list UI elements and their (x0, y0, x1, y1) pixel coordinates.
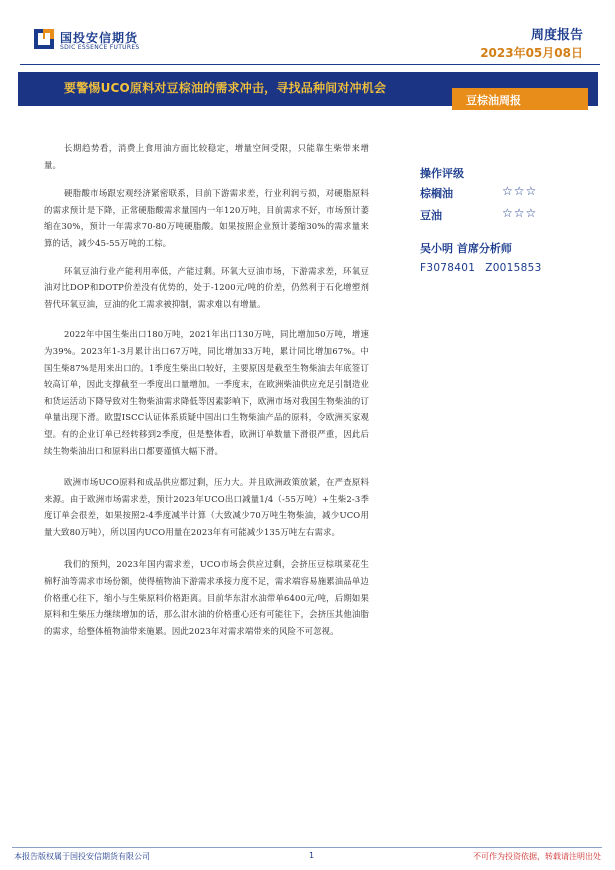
body-paragraph: 环氧豆油行业产能利用率低，产能过剩。环氧大豆油市场，下游需求差，环氧豆油对比DOP和DOTP价差没有优势的，处于-1200元/吨的价差，仍然利于石化增塑剂替代环氧豆油，豆油的化工需求被抑制，需求难以有增量。 (44, 265, 369, 309)
rating-heading: 操作评级 (420, 167, 464, 180)
star-rating-icon: ☆☆☆ (502, 206, 538, 220)
body-paragraph: 我们的预判，2023年国内需求差，UCO市场会供应过剩，会挤压豆棕琪菜花生棉籽油等需求市场份额，使得植物油下游需求承接力度不足，需求端容易施累油品单边价格重心往下，缩小与生柴原料价格距离。目前华东泔水油带单6400元/吨，后期如果原料和生柴压力继续增加的话，那么泔水油的价格重心还有可能往下，会挤压其他油脂的需求，给整体植物油带来施累。因此2023年对需求端带来的风险不可忽视。 (44, 559, 369, 636)
company-name-en: SDIC ESSENCE FUTURES (60, 44, 140, 51)
disclaimer-notice: 不可作为投资依据，转载请注明出处 (473, 852, 601, 861)
report-type-label: 周度报告 (530, 28, 583, 43)
company-name-cn: 国投安信期货 (60, 31, 139, 45)
company-logo-icon (34, 29, 54, 49)
star-rating-icon: ☆☆☆ (502, 184, 538, 198)
rating-label: 豆油 (420, 209, 442, 222)
footer-divider (12, 847, 602, 848)
rating-row-palm-oil (420, 185, 550, 201)
analyst-name: 吴小明 首席分析师 (420, 242, 512, 255)
body-paragraph: 欧洲市场UCO原料和成品供应都过剩，压力大。并且欧洲政策放紧，在严查原料来源。由于欧洲市场需求差，预计2023年UCO出口减量1/4（-55万吨）+生柴2-3季度订单会很差，如果按照2-4季度减半计算（大致减少70万吨生物柴油，减少UCO用量大致80万吨），所以国内UCO用量在2023年有可能减少135万吨左右需求。 (44, 477, 369, 537)
header-divider (20, 64, 600, 65)
body-paragraph: 2022年中国生柴出口180万吨，2021年出口130万吨，同比增加50万吨，增速为39%。2023年1-3月累计出口67万吨，同比增加33万吨，累计同比增加67%。中国生柴87%是用来出口的。1季度生柴出口较好，主要原因是截至生物柴油去年底签订较高订单，因此支撑截至一季度出口量增加。一季度末，在欧洲柴油供应充足引制造业和货运活动下降导致对生物柴油需求降低等因素影响下，欧洲市场对我国生物柴油的订单量出现下滑。欧盟ISCC认证体系质疑中国出口生物柴油产品的原料，令欧洲买家观望。有的企业订单已经转移到2季度，但是整体看，欧洲订单数量下滑很严重，因此后续生物柴油出口和原料出口都要谨慎大幅下滑。 (44, 329, 369, 456)
report-body (44, 140, 369, 639)
page-number: 1 (309, 851, 315, 860)
body-paragraph: 长期趋势看，消费上食用油方面比较稳定，增量空间受限，只能靠生柴带来增量。 (44, 143, 369, 170)
analyst-code: F3078401 (420, 262, 476, 274)
rating-label: 棕榈油 (420, 187, 453, 200)
copyright-notice: 本报告版权属于国投安信期货有限公司 (14, 852, 150, 861)
report-date: 2023年05月08日 (480, 46, 583, 60)
report-title: 要警惕UCO原料对豆棕油的需求冲击，寻找品种间对冲机会 (64, 81, 387, 95)
analyst-codes (420, 262, 542, 274)
analyst-code: Z0015853 (485, 262, 542, 274)
rating-row-soybean-oil (420, 207, 550, 223)
body-paragraph: 硬脂酸市场跟宏观经济紧密联系，目前下游需求差，行业利润亏损，对硬脂原料的需求预计是下降，正常硬脂酸需求量国内一年120万吨，目前需求不好，市场预计萎缩在30%，预计一年需求70-80万吨硬脂酸。如果按照企业预计萎缩30%的需求量来算的话，减少45-55万吨的工棕。 (44, 188, 369, 248)
report-series-label: 豆棕油周报 (466, 94, 521, 107)
